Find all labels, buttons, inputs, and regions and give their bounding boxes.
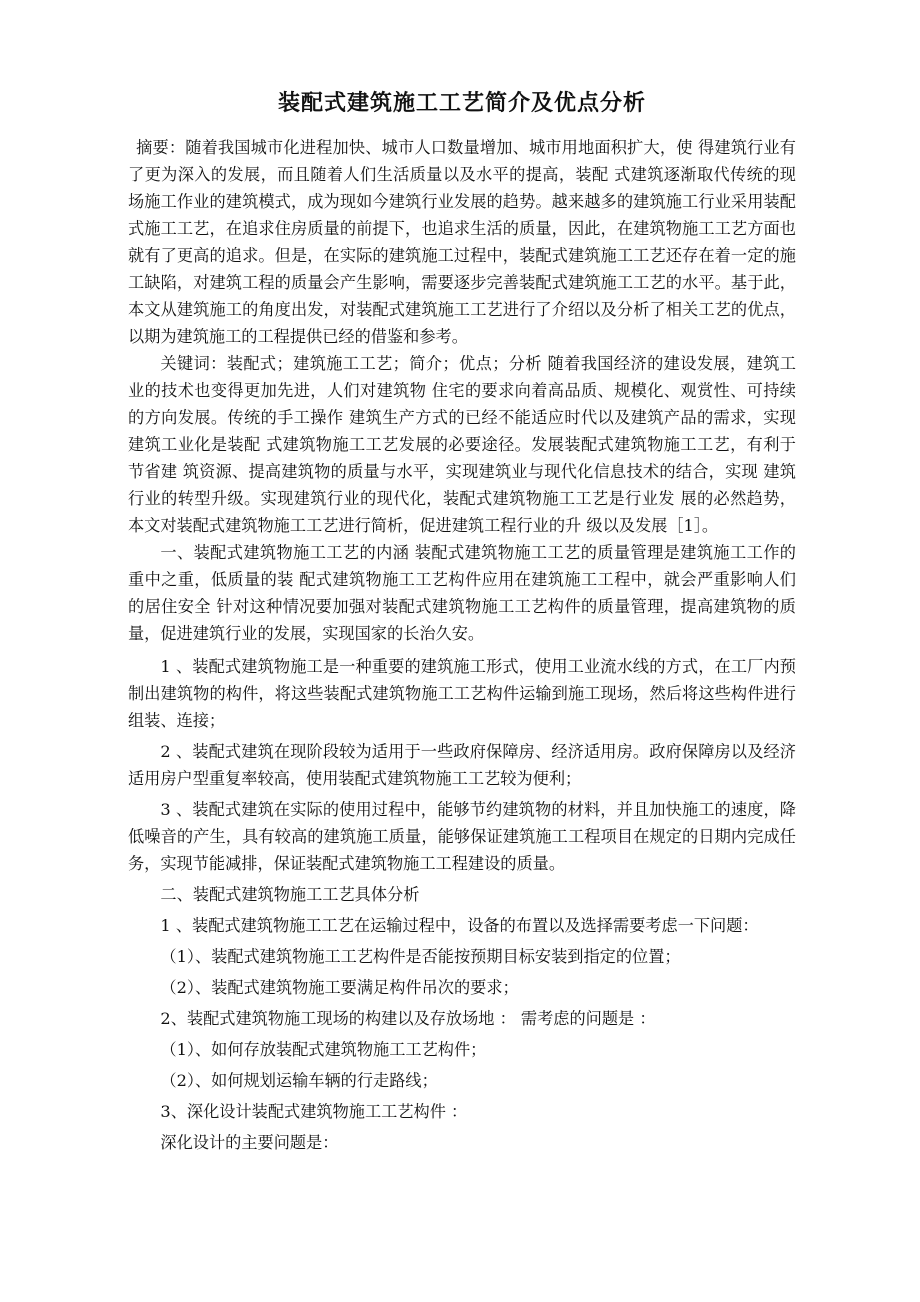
section2-item-1-sub-1: （1）、装配式建筑物施工工艺构件是否能按预期目标安装到指定的位置； — [160, 947, 681, 966]
section2-item-1-sub-2: （2）、装配式建筑物施工要满足构件吊次的要求； — [160, 978, 519, 997]
section2-item-2-sub-2: （2）、如何规划运输车辆的行走路线； — [160, 1071, 438, 1090]
section2-item-3-lead: 深化设计的主要问题是： — [160, 1133, 339, 1152]
document-title: 装配式建筑施工工艺简介及优点分析 — [277, 90, 646, 116]
section1-point-2: 2 、装配式建筑在现阶段较为适用于一些政府保障房、经济适用房。政府保障房以及经济适用房户型重复率较高，使用装配式建筑物施工工艺较为便利； — [128, 742, 796, 788]
section2-heading: 二、装配式建筑物施工工艺具体分析 — [160, 885, 420, 904]
section1-intro-paragraph: 一、装配式建筑物施工工艺的内涵 装配式建筑物施工工艺的质量管理是建筑施工工作的重中之重，低质量的装 配式建筑物施工工艺构件应用在建筑施工工程中，就会严重影响人们的居住安全 针对这种情况要加强对装配式建筑物施工工艺构件的质量管理，提高建筑物的质 量，促进建筑行业的发展，实现国家的长治久安。 — [128, 543, 796, 643]
section2-item-1: 1 、装配式建筑物施工工艺在运输过程中，设备的布置以及选择需要考虑一下问题： — [160, 916, 759, 935]
document-page — [128, 86, 796, 1156]
keywords-paragraph: 关键词：装配式；建筑施工工艺；简介；优点；分析 随着我国经济的建设发展，建筑工业的技术也变得更加先进，人们对建筑物 住宅的要求向着高品质、规模化、观赏性、可持续的方向发展。传统的手工操作 建筑生产方式的已经不能适应时代以及建筑产品的需求，实现建筑工业化是装配 式建筑物施工工艺发展的必要途径。发展装配式建筑物施工工艺，有利于节省建 筑资源、提高建筑物的质量与水平，实现建筑业与现代化信息技术的结合，实现 建筑行业的转型升级。实现建筑行业的现代化，装配式建筑物施工工艺是行业发 展的必然趋势，本文对装配式建筑物施工工艺进行简析，促进建筑工程行业的升 级以及发展［1］。 — [128, 354, 796, 535]
section2-item-2: 2、装配式建筑物施工现场的构建以及存放场地 ： 需考虑的问题是 ： — [160, 1009, 656, 1028]
section2-item-3: 3、深化设计装配式建筑物施工工艺构件 ： — [160, 1102, 468, 1121]
section1-point-1: 1 、装配式建筑物施工是一种重要的建筑施工形式，使用工业流水线的方式，在工厂内预制出建筑物的构件，将这些装配式建筑物施工工艺构件运输到施工现场，然后将这些构件进行组装、连接； — [128, 657, 796, 730]
section1-point-3: 3 、装配式建筑在实际的使用过程中，能够节约建筑物的材料，并且加快施工的速度，降低噪音的产生，具有较高的建筑施工质量，能够保证建筑施工工程项目在规定的日期内完成任务，实现节能减排，保证装配式建筑物施工工程建设的质量。 — [128, 800, 796, 873]
section2-item-2-sub-1: （1）、如何存放装配式建筑物施工工艺构件； — [160, 1040, 487, 1059]
abstract-paragraph: 摘要：随着我国城市化进程加快、城市人口数量增加、城市用地面积扩大，使 得建筑行业有了更为深入的发展，而且随着人们生活质量以及水平的提高，装配 式建筑逐渐取代传统的现场施工作业的建筑模式，成为现如今建筑行业发展的趋势。越来越多的建筑施工行业采用装配式施工工艺，在追求住房质量的前提下，也追求生活的质量，因此，在建筑物施工工艺方面也就有了更高的追求。但是，在实际的建筑施工过程中，装配式建筑施工工艺还存在着一定的施工缺陷，对建筑工程的质量会产生影响，需要逐步完善装配式建筑施工工艺的水平。基于此，本文从建筑施工的角度出发，对装配式建筑施工工艺进行了介绍以及分析了相关工艺的优点，以期为建筑施工的工程提供已经的借鉴和参考。 — [128, 138, 796, 346]
